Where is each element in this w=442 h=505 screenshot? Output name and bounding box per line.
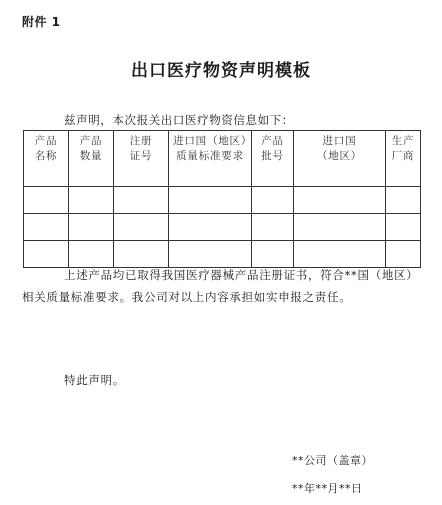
table-row <box>24 214 421 241</box>
header-batch-number: 产品批号 <box>252 131 294 187</box>
attachment-label: 附件 1 <box>22 15 61 29</box>
header-product-quantity: 产品数量 <box>69 131 114 187</box>
header-product-name: 产品名称 <box>24 131 69 187</box>
table-cell[interactable] <box>386 187 421 214</box>
table-row <box>24 187 421 214</box>
table-header-row <box>24 131 421 187</box>
closing-statement: 特此声明。 <box>64 373 125 387</box>
table-cell[interactable] <box>24 187 69 214</box>
header-manufacturer: 生产厂商 <box>386 131 421 187</box>
header-import-country: 进口国（地区） <box>294 131 386 187</box>
table-cell[interactable] <box>252 187 294 214</box>
intro-text: 兹声明，本次报关出口医疗物资信息如下： <box>64 113 294 127</box>
table-cell[interactable] <box>69 214 114 241</box>
table-cell[interactable] <box>294 214 386 241</box>
header-quality-standard: 进口国（地区）质量标准要求 <box>169 131 252 187</box>
table-cell[interactable] <box>294 187 386 214</box>
declaration-table <box>23 130 421 268</box>
table-cell[interactable] <box>169 187 252 214</box>
table-cell[interactable] <box>114 187 169 214</box>
table-cell[interactable] <box>169 214 252 241</box>
company-seal-line: **公司（盖章） <box>292 454 373 467</box>
header-registration-number: 注册证号 <box>114 131 169 187</box>
table-cell[interactable] <box>386 214 421 241</box>
date-line: **年**月**日 <box>292 482 363 495</box>
table-cell[interactable] <box>69 187 114 214</box>
table-cell[interactable] <box>24 214 69 241</box>
declaration-paragraph: 上述产品均已取得我国医疗器械产品注册证书，符合**国（地区）相关质量标准要求。我公司对以上内容承担如实申报之责任。 <box>22 268 419 304</box>
table-cell[interactable] <box>252 214 294 241</box>
table-cell[interactable] <box>114 214 169 241</box>
document-title: 出口医疗物资声明模板 <box>131 61 311 81</box>
